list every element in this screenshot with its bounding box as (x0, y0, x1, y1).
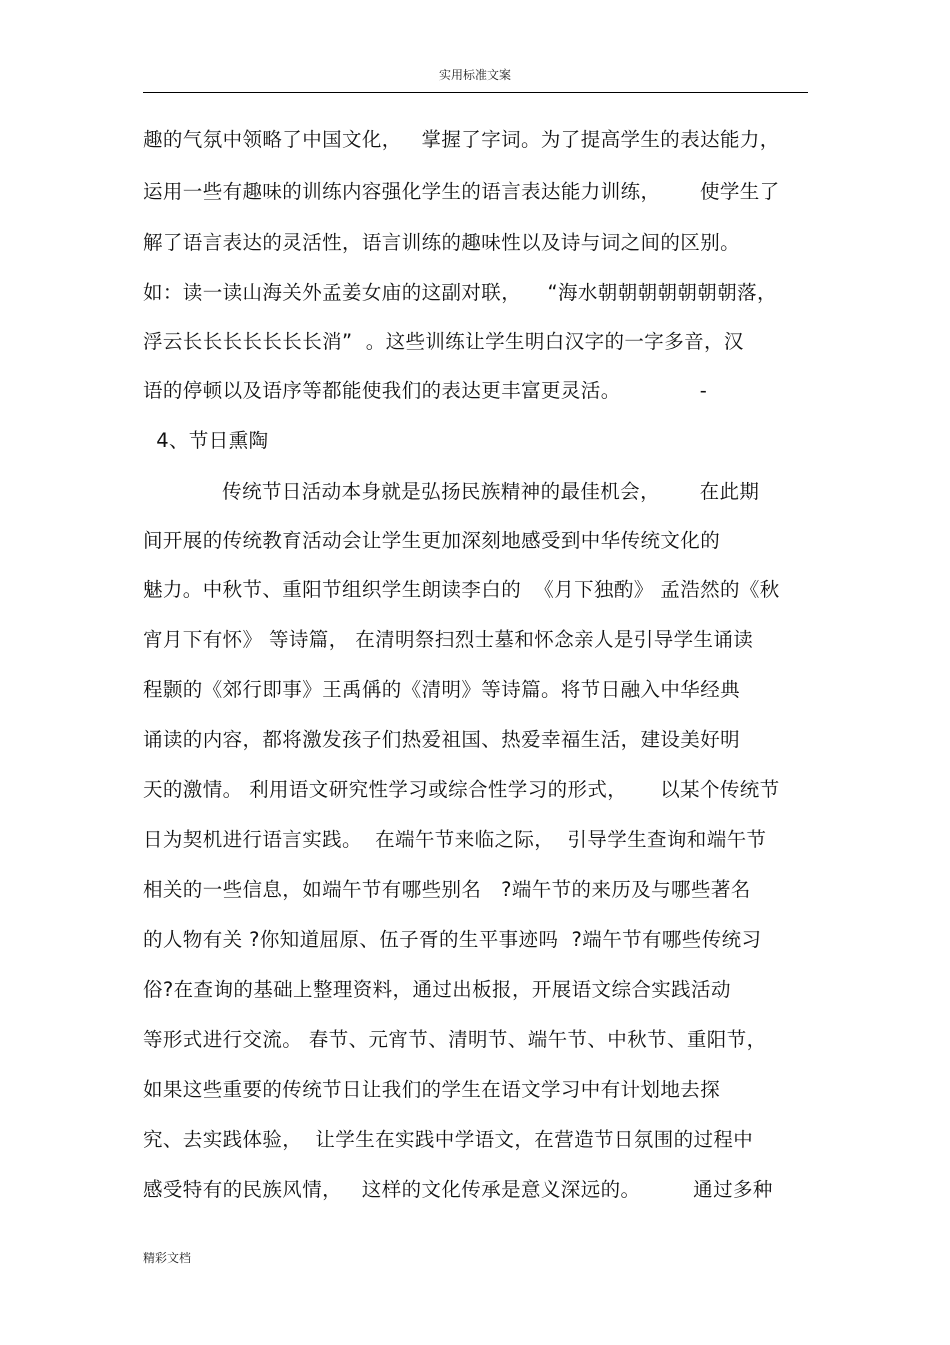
text-line: 传统节日活动本身就是弘扬民族精神的最佳机会， 在此期 (143, 480, 760, 503)
text-line: 程颢的《郊行即事》王禹偁的《清明》等诗篇。将节日融入中华经典 (143, 678, 741, 701)
text-line: 俗?在查询的基础上整理资料，通过出板报，开展语文综合实践活动 (143, 978, 731, 1001)
text-line: 间开展的传统教育活动会让学生更加深刻地感受到中华传统文化的 (143, 529, 721, 552)
text-line: 运用一些有趣味的训练内容强化学生的语言表达能力训练， 使学生了 (143, 180, 780, 203)
text-line: 等形式进行交流。 春节、元宵节、清明节、端午节、中秋节、重阳节， (143, 1028, 767, 1051)
text-line: 魅力。中秋节、重阳节组织学生朗读李白的 《月下独酌》 孟浩然的《秋 (143, 578, 780, 601)
text-line: 语的停顿以及语序等都能使我们的表达更丰富更灵活。 - (143, 379, 708, 402)
text-line: 浮云长长长长长长长消” 。这些训练让学生明白汉字的一字多音，汉 (143, 330, 744, 353)
text-line: 宵月下有怀》 等诗篇， 在清明祭扫烈士墓和怀念亲人是引导学生诵读 (143, 628, 754, 651)
text-line: 如果这些重要的传统节日让我们的学生在语文学习中有计划地去探 (143, 1078, 721, 1101)
text-line: 趣的气氛中领略了中国文化， 掌握了字词。为了提高学生的表达能力， (143, 128, 780, 151)
page-header: 实用标准文案 (438, 68, 511, 82)
text-line: 感受特有的民族风情， 这样的文化传承是意义深远的。 通过多种 (143, 1178, 773, 1201)
text-line: 究、去实践体验， 让学生在实践中学语文，在营造节日氛围的过程中 (143, 1128, 754, 1151)
text-line: 解了语言表达的灵活性，语言训练的趣味性以及诗与词之间的区别。 (143, 231, 741, 254)
text-line: 诵读的内容，都将激发孩子们热爱祖国、热爱幸福生活，建设美好明 (143, 728, 741, 751)
text-line: 如：读一读山海关外孟姜女庙的这副对联， “海水朝朝朝朝朝朝朝落， (143, 281, 777, 304)
text-line: 日为契机进行语言实践。 在端午节来临之际， 引导学生查询和端午节 (143, 828, 767, 851)
section-heading: 4、节日熏陶 (143, 429, 269, 452)
text-line: 天的激情。 利用语文研究性学习或综合性学习的形式， 以某个传统节 (143, 778, 780, 801)
page-footer: 精彩文档 (143, 1251, 192, 1265)
text-line: 的人物有关 ?你知道屈原、伍子胥的生平事迹吗 ?端午节有哪些传统习 (143, 928, 762, 951)
header-divider (143, 92, 808, 93)
text-line: 相关的一些信息，如端午节有哪些别名 ?端午节的来历及与哪些著名 (143, 878, 751, 901)
